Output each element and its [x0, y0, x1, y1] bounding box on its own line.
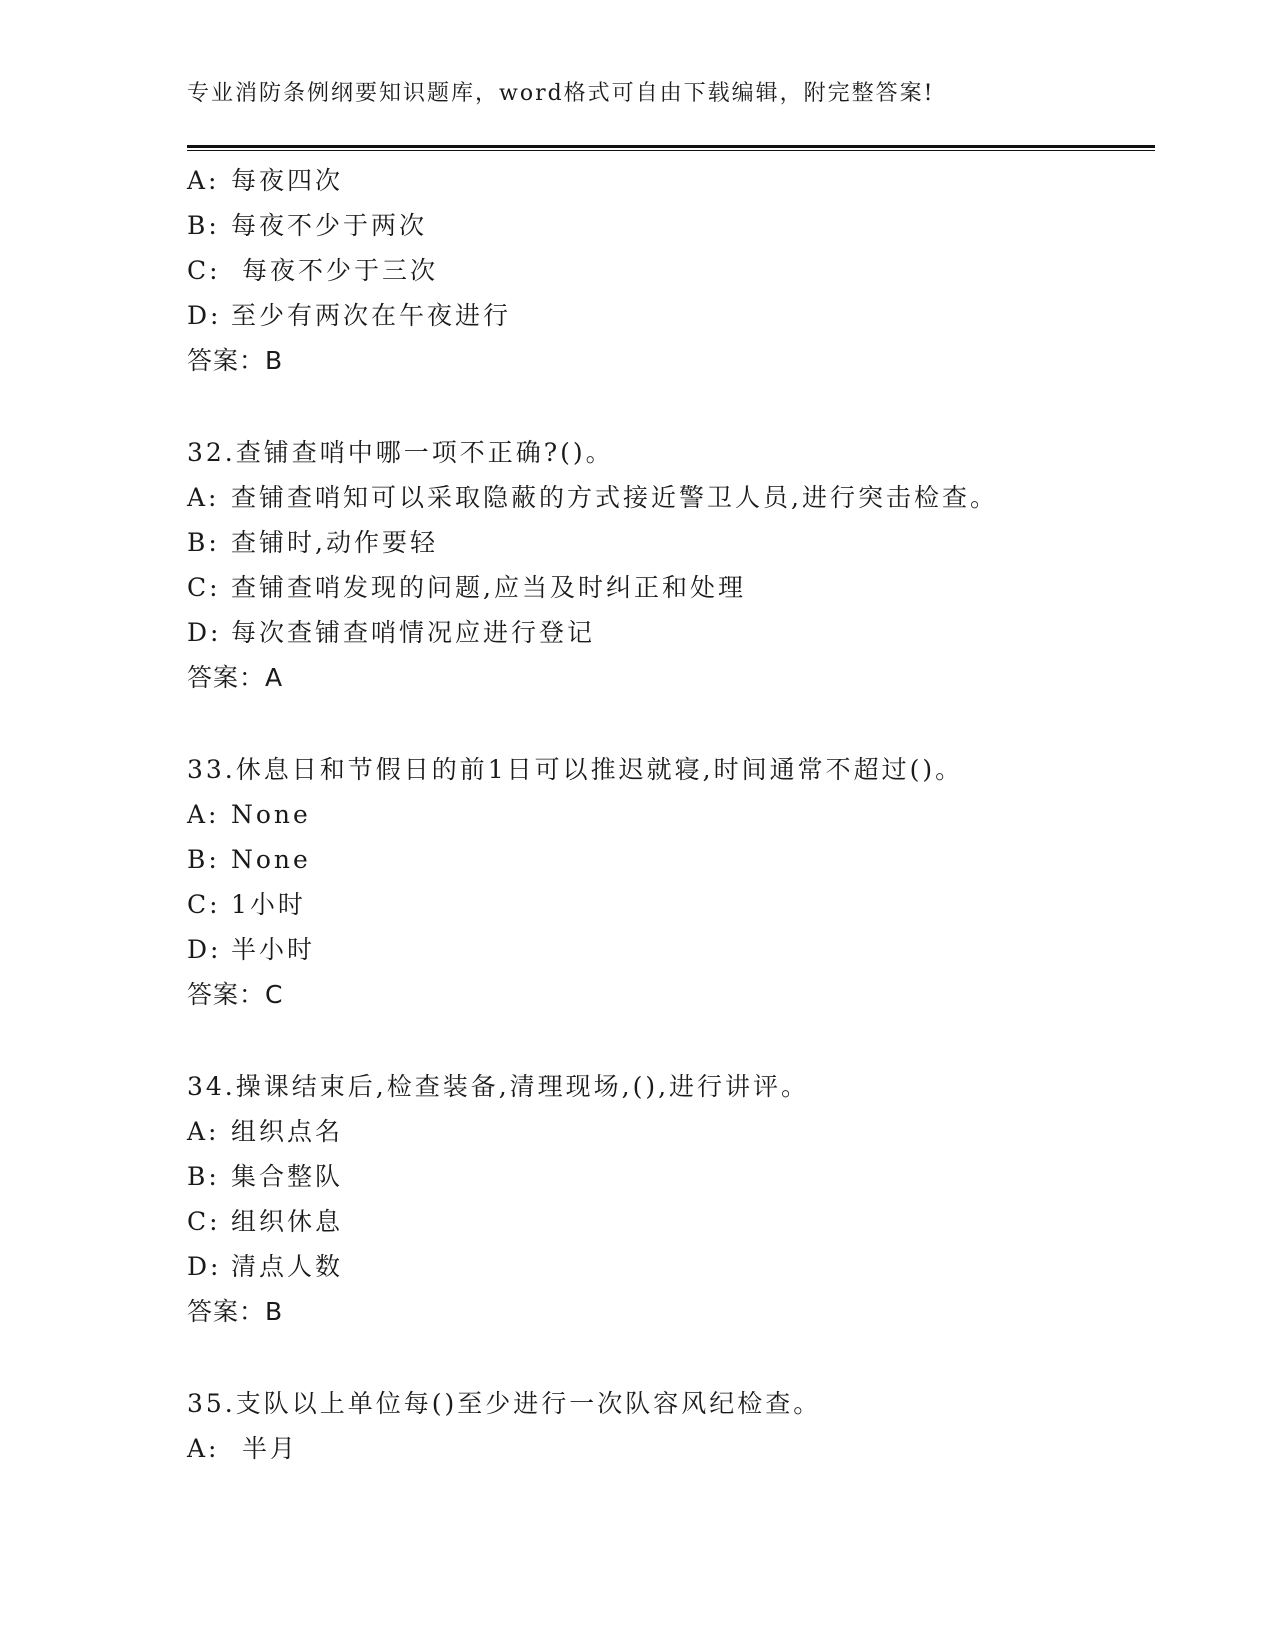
option-text: 半月 [231, 1434, 298, 1463]
option-label: A: [187, 483, 220, 512]
option-label: A: [187, 1434, 220, 1463]
question-stem: 35.支队以上单位每()至少进行一次队容风纪检查。 [187, 1389, 822, 1418]
answer: 答案：A [187, 663, 284, 692]
question-content [187, 158, 1147, 1471]
option-text: 查铺查哨发现的问题,应当及时纠正和处理 [231, 573, 746, 602]
option-b [187, 837, 1147, 882]
option-text: 组织休息 [231, 1207, 344, 1236]
option-text: 每夜不少于三次 [231, 256, 438, 285]
option-label: D: [187, 618, 222, 647]
option-text: 半小时 [231, 935, 316, 964]
question-34 [187, 1064, 1147, 1334]
option-text: 查铺时,动作要轻 [231, 528, 438, 557]
option-d [187, 610, 1147, 655]
option-b [187, 520, 1147, 565]
option-label: C: [187, 573, 221, 602]
answer: 答案：C [187, 980, 284, 1009]
option-a [187, 1109, 1147, 1154]
option-c [187, 1199, 1147, 1244]
option-text: None [231, 800, 311, 829]
option-text: 至少有两次在午夜进行 [231, 301, 512, 330]
option-b [187, 1154, 1147, 1199]
document-header: 专业消防条例纲要知识题库，word格式可自由下载编辑，附完整答案! [187, 81, 935, 106]
option-label: C: [187, 890, 221, 919]
option-a [187, 158, 1147, 203]
option-label: B: [187, 1162, 220, 1191]
option-a [187, 792, 1147, 837]
question-31-continued [187, 158, 1147, 383]
question-35 [187, 1381, 1147, 1471]
question-stem: 32.查铺查哨中哪一项不正确?()。 [187, 438, 614, 467]
option-text: 每夜四次 [231, 166, 344, 195]
option-label: A: [187, 1117, 220, 1146]
option-label: B: [187, 528, 220, 557]
question-32 [187, 430, 1147, 700]
option-label: A: [187, 800, 220, 829]
option-c [187, 248, 1147, 293]
option-c [187, 882, 1147, 927]
option-label: C: [187, 1207, 221, 1236]
option-d [187, 293, 1147, 338]
question-stem: 33.休息日和节假日的前1日可以推迟就寝,时间通常不超过()。 [187, 755, 964, 784]
option-b [187, 203, 1147, 248]
option-text: None [231, 845, 311, 874]
option-a [187, 1426, 1147, 1471]
option-text: 每夜不少于两次 [231, 211, 428, 240]
option-label: B: [187, 211, 220, 240]
answer: 答案：B [187, 346, 284, 375]
option-text: 组织点名 [231, 1117, 344, 1146]
question-33 [187, 747, 1147, 1017]
option-label: D: [187, 1252, 222, 1281]
option-text: 集合整队 [231, 1162, 344, 1191]
option-a [187, 475, 1147, 520]
option-label: D: [187, 935, 222, 964]
question-stem: 34.操课结束后,检查装备,清理现场,(),进行讲评。 [187, 1072, 810, 1101]
option-c [187, 565, 1147, 610]
option-d [187, 927, 1147, 972]
option-text: 查铺查哨知可以采取隐蔽的方式接近警卫人员,进行突击检查。 [231, 483, 998, 512]
answer: 答案：B [187, 1297, 284, 1326]
option-label: C: [187, 256, 221, 285]
option-label: D: [187, 301, 222, 330]
option-text: 清点人数 [231, 1252, 344, 1281]
option-label: A: [187, 166, 220, 195]
option-text: 1小时 [231, 890, 306, 919]
option-d [187, 1244, 1147, 1289]
option-label: B: [187, 845, 220, 874]
header-rule-thick [187, 145, 1155, 148]
header-rule-thin [187, 150, 1155, 151]
option-text: 每次查铺查哨情况应进行登记 [231, 618, 596, 647]
